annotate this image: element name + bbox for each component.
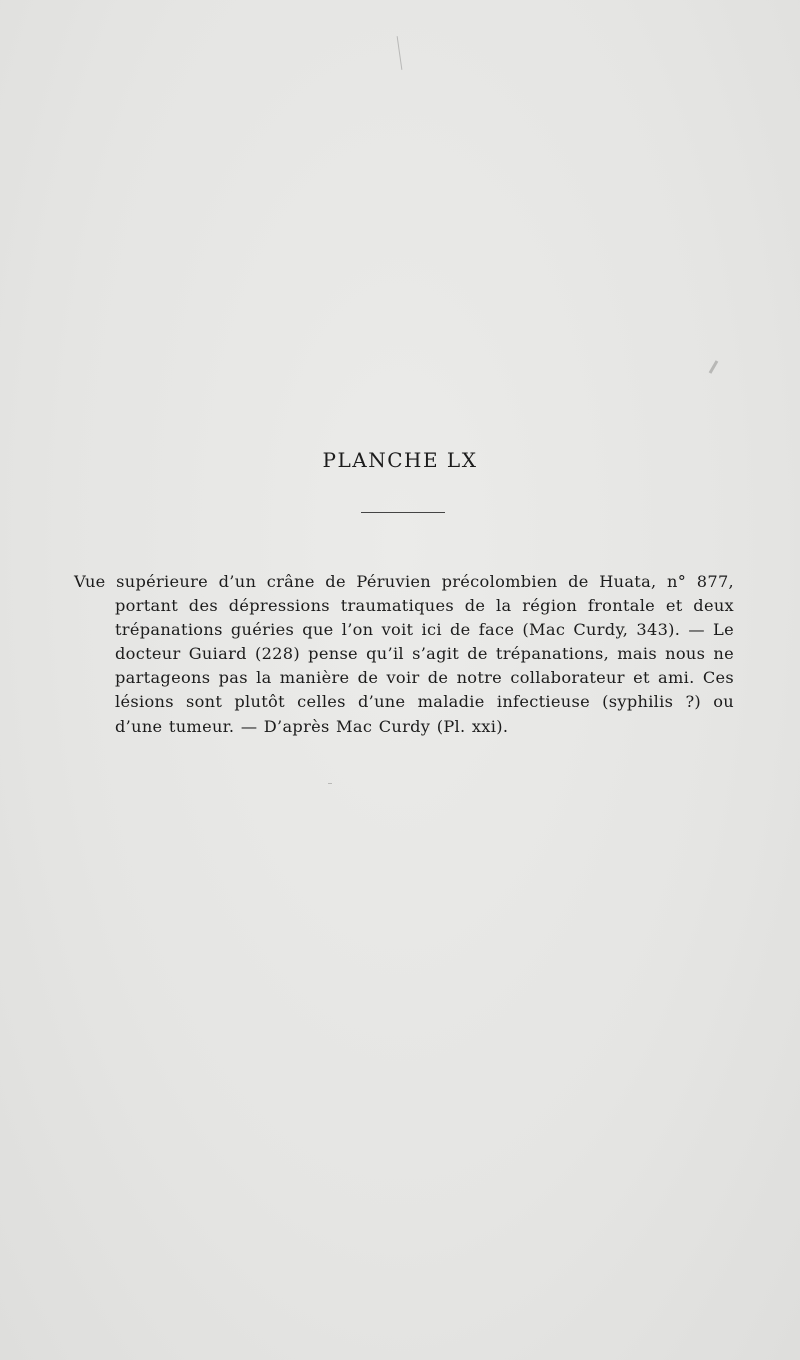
paper-speck (709, 360, 719, 374)
paper-speck (328, 783, 332, 784)
paper-scratch (397, 36, 403, 70)
plate-title: PLANCHE LX (322, 448, 478, 472)
plate-caption: Vue supérieure d’un crâne de Péruvien précolombien de Huata, n° 877, portant des dépressions traumatiques de la région frontale et deux trépanations guéries que l’on voit ici de face (Mac Curdy, 343). — Le docteur Guiard (228) pense qu’il s’agit de trépanations, mais nous ne partageons pas la manière de voir de notre collaborateur et ami. Ces lésions sont plutôt celles d’une maladie infectieuse (syphilis ?) ou d’une tumeur. — D’après Mac Curdy (Pl. xxi). (74, 572, 734, 736)
title-rule (361, 512, 445, 513)
